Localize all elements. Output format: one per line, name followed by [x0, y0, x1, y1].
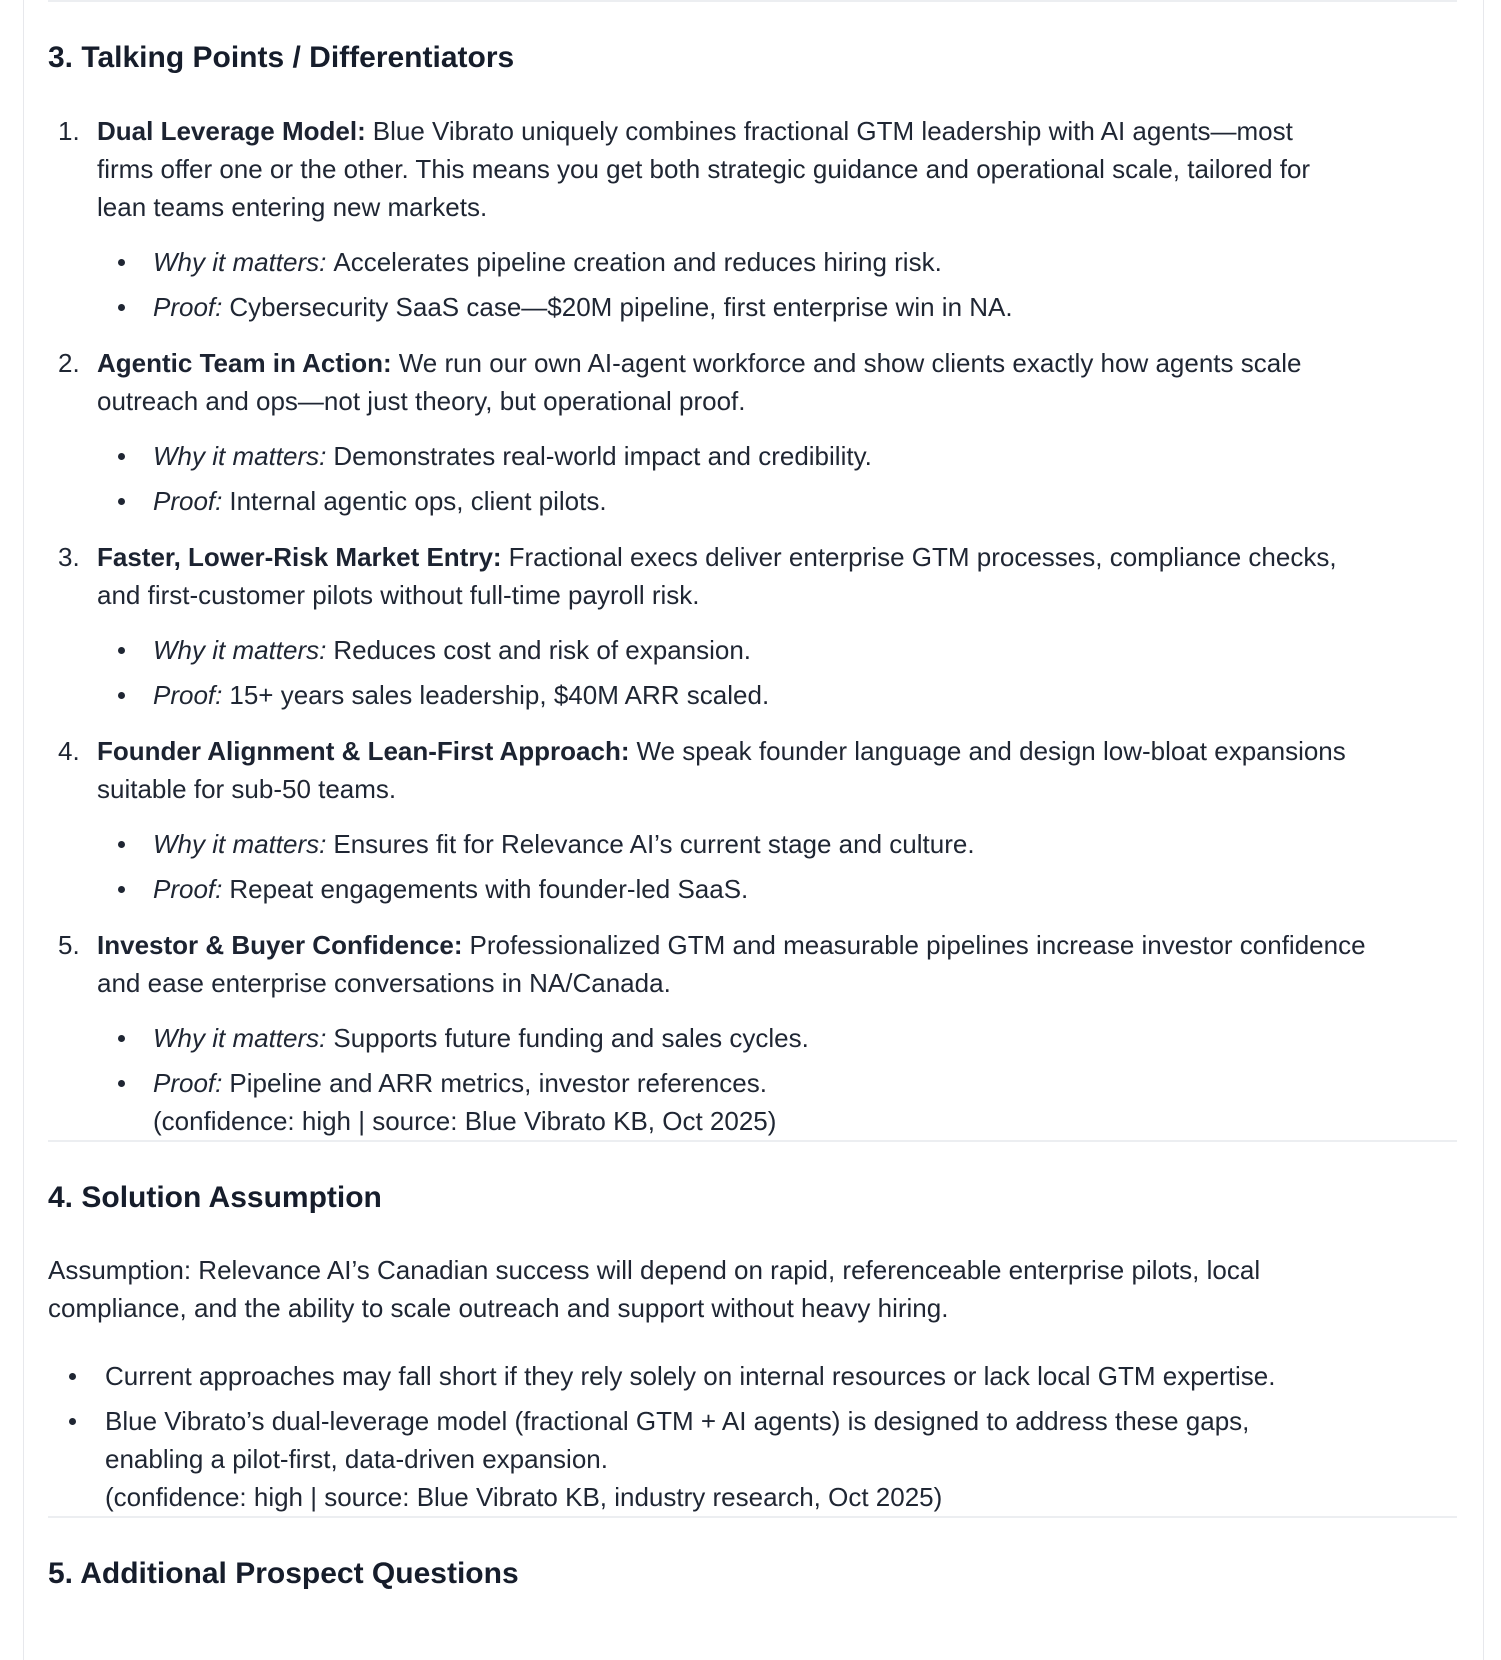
item-number: 4.: [58, 736, 80, 766]
bullet-icon: [97, 437, 153, 475]
item-line: and first-customer pilots without full-time payroll risk.: [97, 580, 700, 610]
item-line: suitable for sub-50 teams.: [97, 774, 397, 804]
section-divider: [48, 1140, 1457, 1142]
bullet-text: Accelerates pipeline creation and reduces hiring risk.: [333, 247, 942, 277]
item-text: [97, 344, 1457, 520]
bullet-icon: [48, 1402, 105, 1516]
talking-point-item-4: [48, 732, 1457, 908]
item-text: [97, 732, 1457, 908]
paragraph-line: compliance, and the ability to scale outreach and support without heavy hiring.: [48, 1293, 949, 1323]
item-line: [97, 344, 1457, 382]
assumption-paragraph: [48, 1251, 1457, 1327]
confidence-note: (confidence: high | source: Blue Vibrato KB, industry research, Oct 2025): [105, 1482, 943, 1512]
item-line: [97, 732, 1457, 770]
item-line-text: Fractional execs deliver enterprise GTM processes, compliance checks,: [508, 542, 1337, 572]
bullet-text: Reduces cost and risk of expansion.: [333, 635, 752, 665]
sub-bullet: [97, 870, 1457, 908]
bullet-text: 15+ years sales leadership, $40M ARR scaled.: [229, 680, 770, 710]
bullet-icon: [97, 288, 153, 326]
sub-bullet: [97, 482, 1457, 520]
sub-bullet: [97, 437, 1457, 475]
bullet-icon: [97, 1064, 153, 1140]
item-line-text: We speak founder language and design low-bloat expansions: [636, 736, 1346, 766]
sub-bullet: [97, 243, 1457, 281]
talking-point-item-5: [48, 926, 1457, 1140]
item-label: Dual Leverage Model:: [97, 116, 366, 146]
item-number: 5.: [58, 930, 80, 960]
bullet-label: Why it matters:: [153, 635, 327, 665]
bullet-icon: [97, 676, 153, 714]
item-line: firms offer one or the other. This means you get both strategic guidance and operational scale, tailored for: [97, 154, 1311, 184]
bullet-label: Why it matters:: [153, 829, 327, 859]
item-line: and ease enterprise conversations in NA/Canada.: [97, 968, 671, 998]
bullet-label: Proof:: [153, 486, 223, 516]
sub-bullet: [97, 676, 1457, 714]
bullet-icon: [97, 870, 153, 908]
talking-points-list: [48, 112, 1457, 1140]
bullet-text: enabling a pilot-first, data-driven expansion.: [105, 1444, 608, 1474]
talking-point-item-2: [48, 344, 1457, 520]
bullet-label: Proof:: [153, 680, 223, 710]
section-heading-talking-points: 3. Talking Points / Differentiators: [48, 41, 515, 74]
bullet-text: Current approaches may fall short if they rely solely on internal resources or lack local GTM expertise.: [105, 1361, 1276, 1391]
bullet-text: Repeat engagements with founder-led SaaS.: [229, 874, 749, 904]
item-text: [97, 538, 1457, 714]
item-line: outreach and ops—not just theory, but operational proof.: [97, 386, 746, 416]
bullet-label: Proof:: [153, 1068, 223, 1098]
assumption-bullet-list: [48, 1357, 1457, 1516]
bullet-icon: [48, 1357, 105, 1395]
item-text: [97, 926, 1457, 1140]
talking-point-item-1: [48, 112, 1457, 326]
sub-bullet: [97, 631, 1457, 669]
item-label: Faster, Lower-Risk Market Entry:: [97, 542, 502, 572]
sub-bullet: [97, 1064, 1457, 1140]
item-line-text: We run our own AI-agent workforce and show clients exactly how agents scale: [398, 348, 1302, 378]
bullet-text: Internal agentic ops, client pilots.: [229, 486, 607, 516]
bullet-text: Ensures fit for Relevance AI’s current stage and culture.: [333, 829, 975, 859]
document-view: [23, 0, 1484, 1660]
bullet-text: Pipeline and ARR metrics, investor references.: [229, 1068, 767, 1098]
item-line-text: Blue Vibrato uniquely combines fractional GTM leadership with AI agents—most: [372, 116, 1293, 146]
bullet-icon: [97, 825, 153, 863]
assumption-bullet: [48, 1402, 1457, 1516]
bullet-text: Demonstrates real-world impact and credibility.: [333, 441, 872, 471]
item-line: lean teams entering new markets.: [97, 192, 488, 222]
bullet-text: Cybersecurity SaaS case—$20M pipeline, first enterprise win in NA.: [229, 292, 1013, 322]
bullet-label: Why it matters:: [153, 1023, 327, 1053]
sub-bullet: [97, 825, 1457, 863]
bullet-label: Why it matters:: [153, 247, 327, 277]
bullet-label: Proof:: [153, 874, 223, 904]
sub-bullet-list: [97, 437, 1457, 520]
bullet-icon: [97, 1019, 153, 1057]
sub-bullet-list: [97, 825, 1457, 908]
sub-bullet-list: [97, 243, 1457, 326]
item-label: Agentic Team in Action:: [97, 348, 392, 378]
item-label: Founder Alignment & Lean-First Approach:: [97, 736, 630, 766]
item-number: 1.: [58, 116, 80, 146]
paragraph-line: Assumption: Relevance AI’s Canadian success will depend on rapid, referenceable enterprise pilots, local: [48, 1255, 1261, 1285]
bullet-icon: [97, 243, 153, 281]
item-number: 2.: [58, 348, 80, 378]
section-divider: [48, 1516, 1457, 1518]
item-number: 3.: [58, 542, 80, 572]
item-label: Investor & Buyer Confidence:: [97, 930, 463, 960]
bullet-icon: [97, 631, 153, 669]
sub-bullet: [97, 288, 1457, 326]
sub-bullet: [97, 1019, 1457, 1057]
bullet-label: Why it matters:: [153, 441, 327, 471]
item-line: [97, 926, 1457, 964]
section-heading-additional-questions: 5. Additional Prospect Questions: [48, 1557, 519, 1590]
item-line-text: Professionalized GTM and measurable pipelines increase investor confidence: [469, 930, 1366, 960]
bullet-text: Supports future funding and sales cycles.: [333, 1023, 809, 1053]
sub-bullet-list: [97, 1019, 1457, 1140]
item-line: [97, 112, 1457, 150]
item-text: [97, 112, 1457, 326]
bullet-label: Proof:: [153, 292, 223, 322]
confidence-note: (confidence: high | source: Blue Vibrato KB, Oct 2025): [153, 1106, 777, 1136]
bullet-text: Blue Vibrato’s dual-leverage model (fractional GTM + AI agents) is designed to address these gaps,: [105, 1406, 1250, 1436]
bullet-icon: [97, 482, 153, 520]
section-heading-solution-assumption: 4. Solution Assumption: [48, 1181, 382, 1214]
item-line: [97, 538, 1457, 576]
section-divider: [48, 0, 1457, 2]
sub-bullet-list: [97, 631, 1457, 714]
assumption-bullet: [48, 1357, 1457, 1395]
talking-point-item-3: [48, 538, 1457, 714]
